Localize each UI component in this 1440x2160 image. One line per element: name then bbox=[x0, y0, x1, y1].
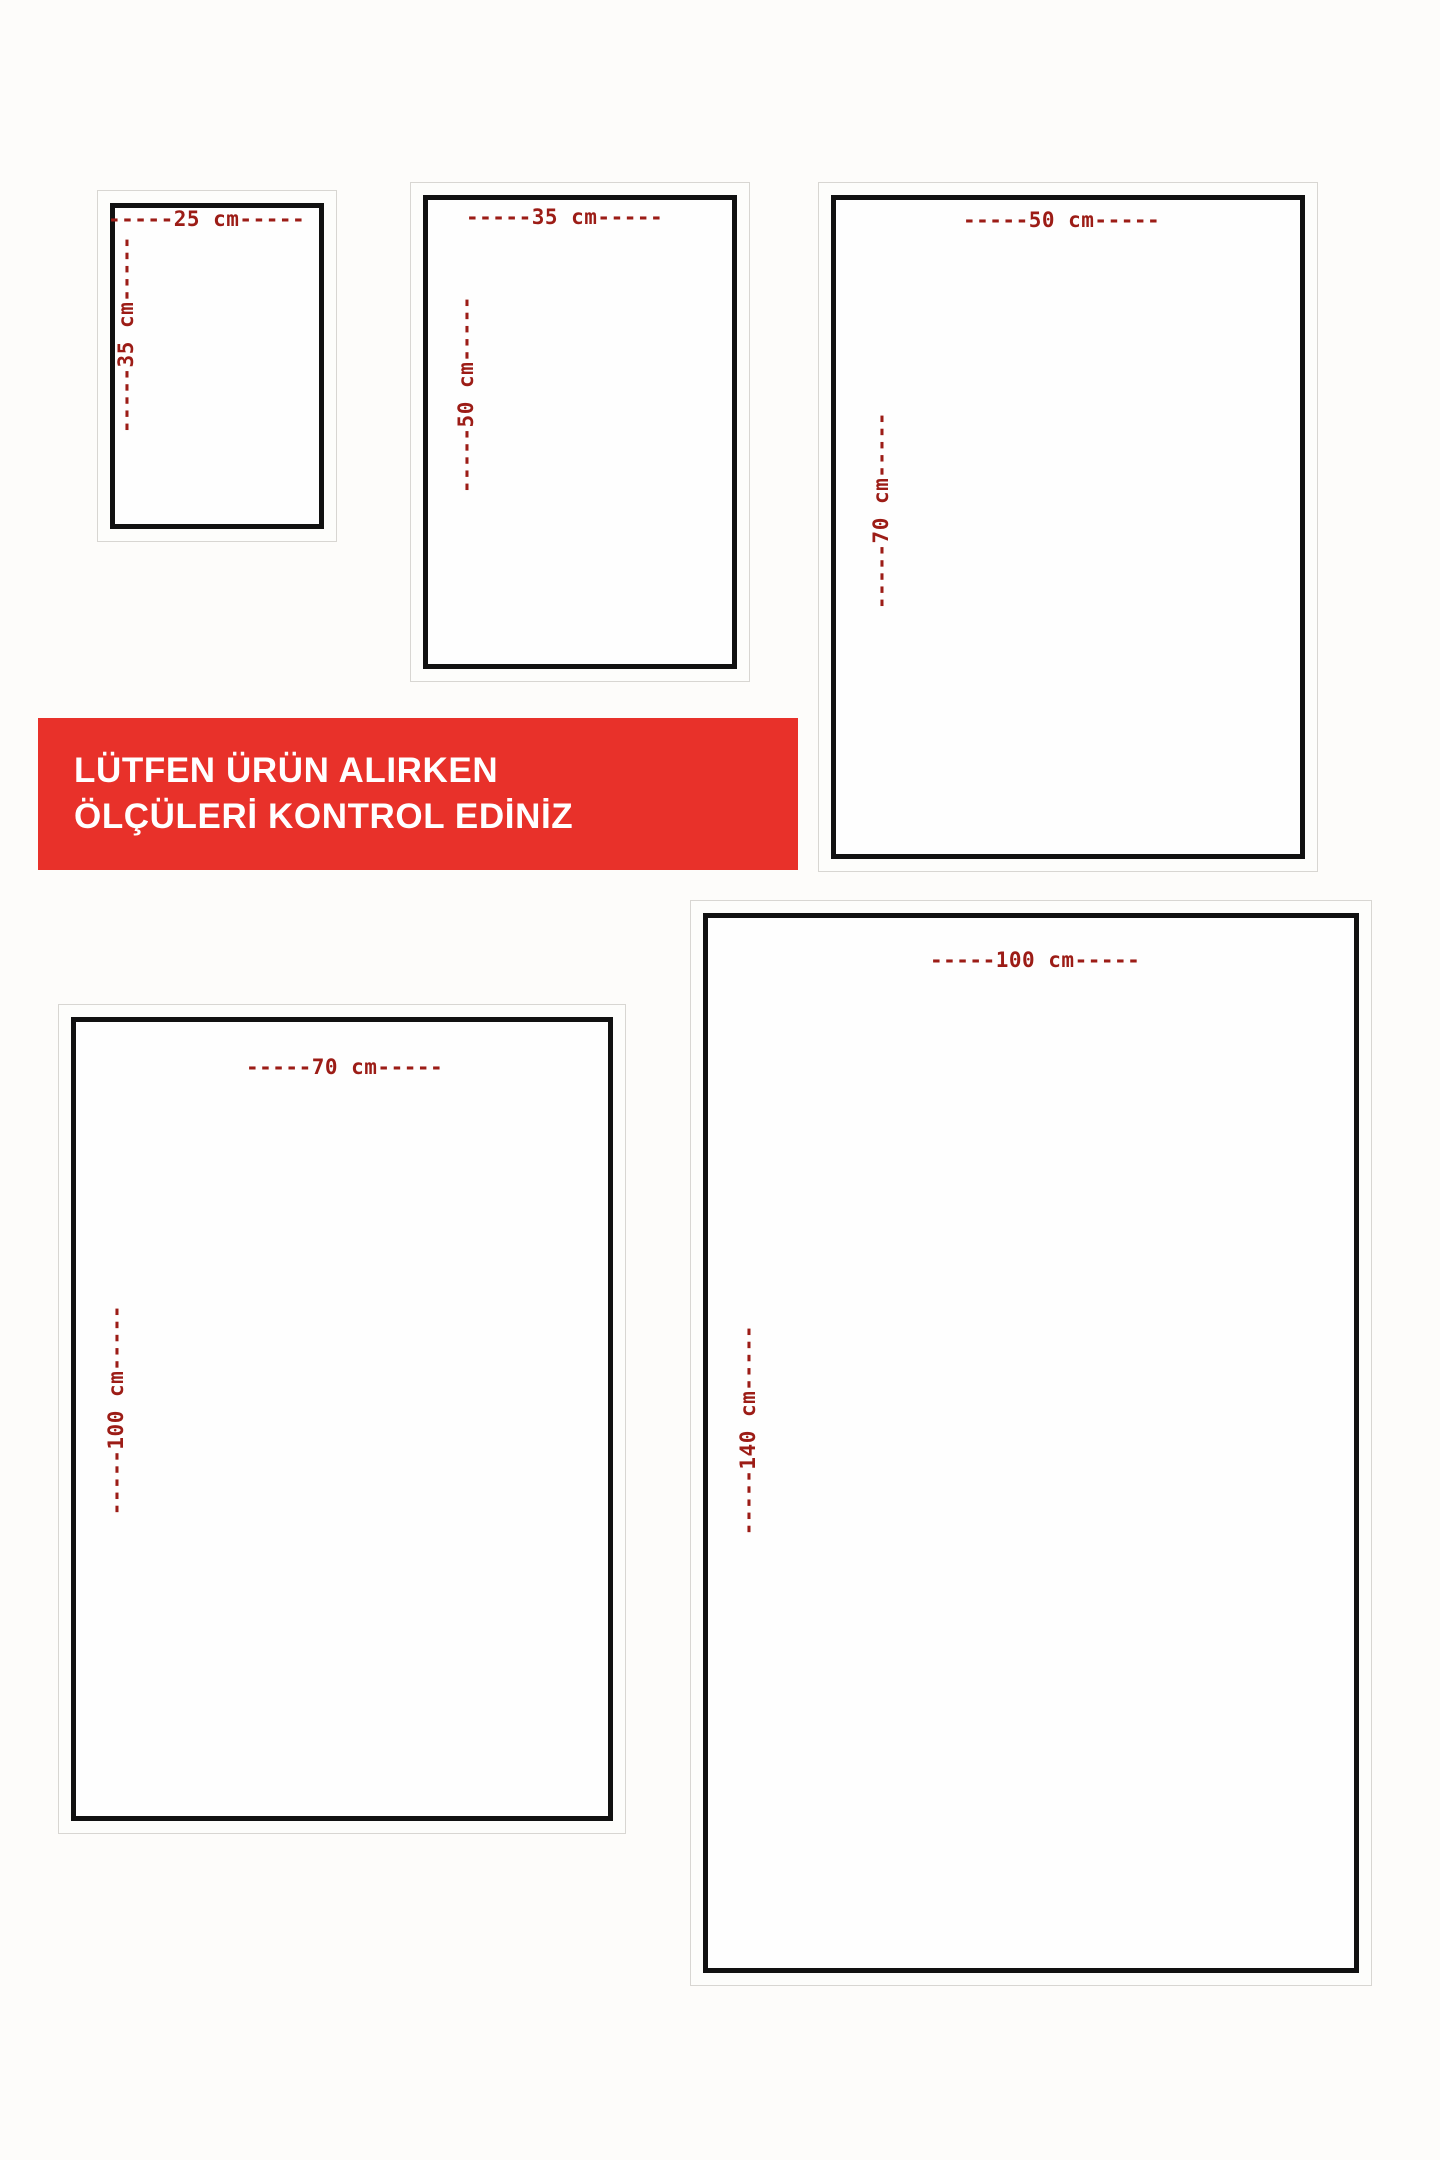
banner-line-2: ÖLÇÜLERİ KONTROL EDİNİZ bbox=[74, 797, 574, 836]
banner-line-1: LÜTFEN ÜRÜN ALIRKEN bbox=[74, 750, 499, 790]
frame-100x140-width-label: -----100 cm----- bbox=[930, 948, 1141, 972]
frame-50x70-inner bbox=[831, 195, 1305, 859]
frame-50x70 bbox=[818, 182, 1318, 872]
frame-70x100 bbox=[58, 1004, 626, 1834]
size-warning-banner bbox=[38, 718, 798, 870]
frame-50x70-height-label: -----70 cm----- bbox=[869, 412, 893, 610]
frame-100x140 bbox=[690, 900, 1372, 1986]
frame-50x70-width-label: -----50 cm----- bbox=[963, 208, 1161, 232]
frame-35x50-width-label: -----35 cm----- bbox=[466, 205, 664, 229]
frame-35x50-height-label: -----50 cm----- bbox=[454, 296, 478, 494]
frame-100x140-height-label: -----140 cm----- bbox=[736, 1325, 760, 1536]
frame-25x35-width-label: -----25 cm----- bbox=[108, 207, 306, 231]
frame-70x100-width-label: -----70 cm----- bbox=[246, 1055, 444, 1079]
frame-100x140-inner bbox=[703, 913, 1359, 1973]
frame-25x35-height-label: -----35 cm----- bbox=[114, 236, 138, 434]
frame-70x100-inner bbox=[71, 1017, 613, 1821]
frame-70x100-height-label: -----100 cm----- bbox=[104, 1305, 128, 1516]
frame-25x35-inner bbox=[110, 203, 324, 529]
